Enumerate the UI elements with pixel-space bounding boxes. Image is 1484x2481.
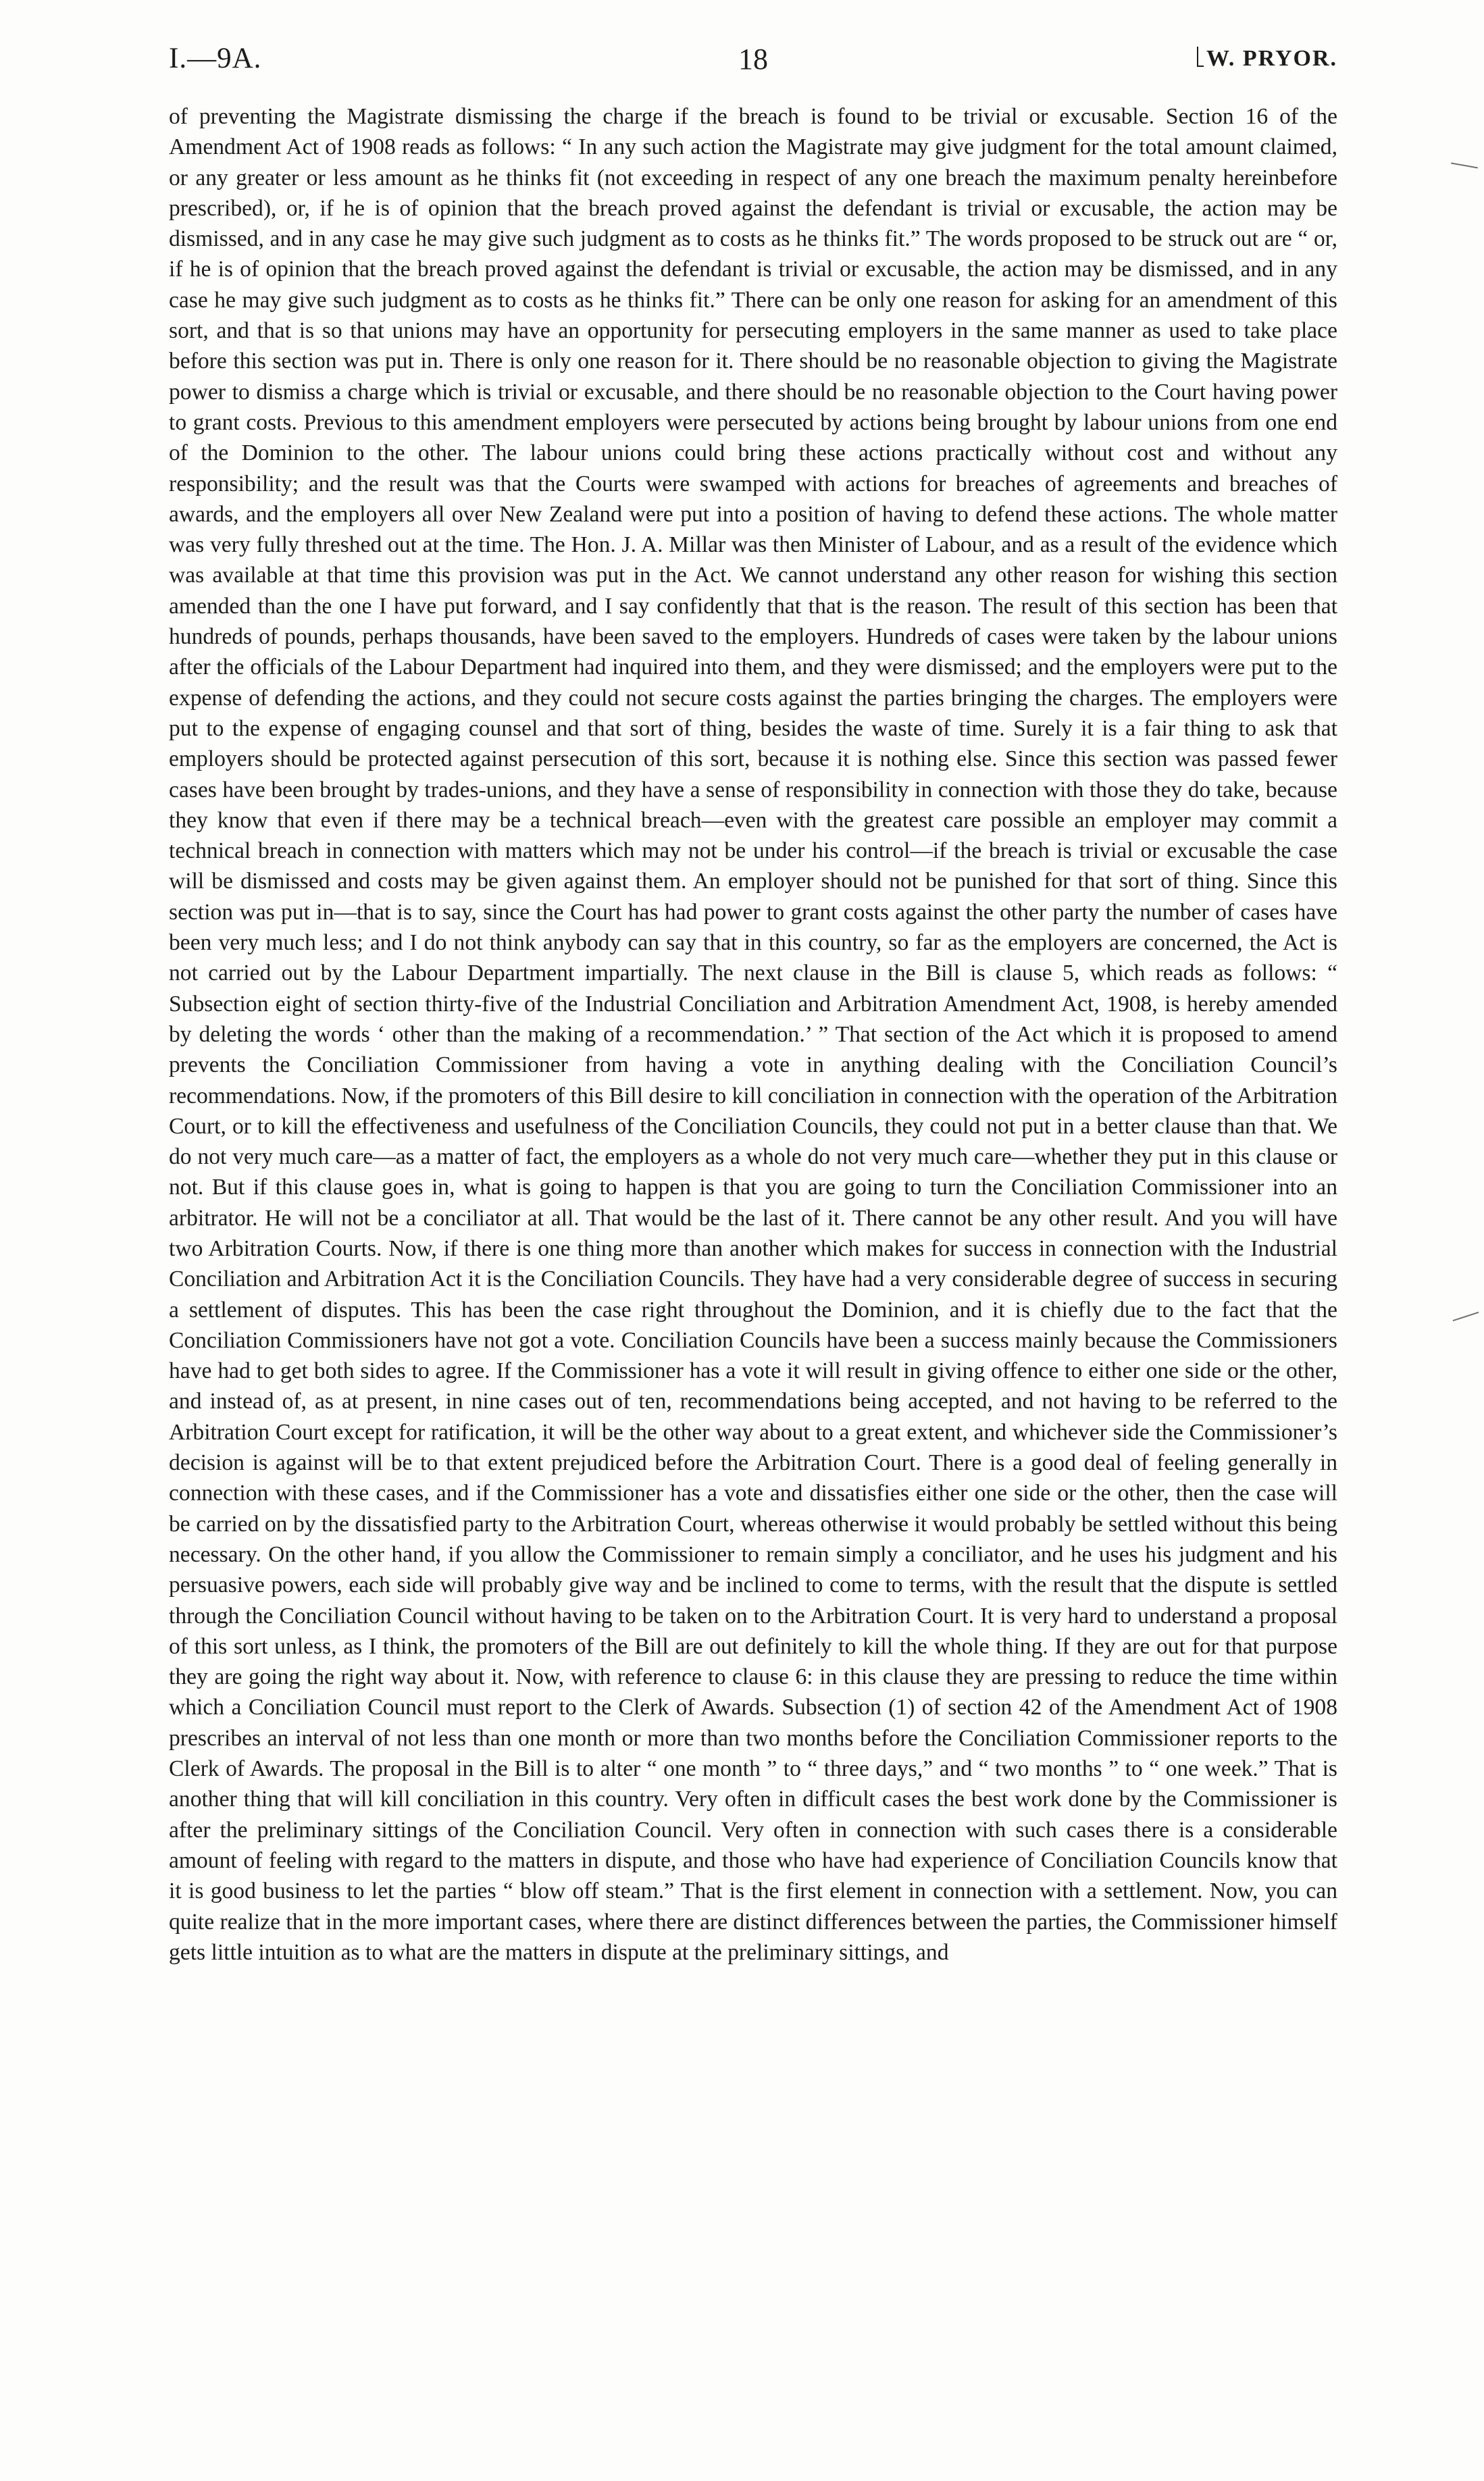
- margin-pencil-mark: [1453, 1312, 1479, 1321]
- bracket-mark: [1197, 47, 1204, 67]
- testimony-paragraph: of preventing the Magistrate dismissing the charge if the breach is found to be trivial or excusable. Section 16 of the Amendment Act of 1908 reads as follows: “ In any such action the Magistrate may give judgment for the total amount claimed, or any greater or less amount as he thinks fit (not exceeding in respect of any one breach the maximum penalty hereinbefore prescribed), or, if he is of opinion that the breach proved against the defendant is trivial or excusable, the action may be dismissed, and in any case he may give such judgment as to costs as he thinks fit.” The words proposed to be struck out are “ or, if he is of opinion that the breach proved against the defendant is trivial or excusable, the action may be dismissed, and in any case he may give such judgment as to costs as he thinks fit.” There can be only one reason for asking for an amendment of this sort, and that is so that unions may have an opportunity for persecuting employers in the same manner as used to take place before this section was put in. There is only one reason for it. There should be no reasonable objection to giving the Magistrate power to dismiss a charge which is trivial or excusable, and there should be no reasonable objection to the Court having power to grant costs. Previous to this amendment employers were persecuted by actions being brought by labour unions from one end of the Dominion to the other. The labour unions could bring these actions practically without cost and without any responsibility; and the result was that the Courts were swamped with actions for breaches of agreements and breaches of awards, and the employers all over New Zealand were put into a position of having to defend these actions. The whole matter was very fully threshed out at the time. The Hon. J. A. Millar was then Minister of Labour, and as a result of the evidence which was available at that time this provision was put in the Act. We cannot understand any other reason for wishing this section amended than the one I have put forward, and I say confidently that that is the reason. The result of this section has been that hundreds of pounds, perhaps thousands, have been saved to the employers. Hundreds of cases were taken by the labour unions after the officials of the Labour Department had inquired into them, and they were dismissed; and the employers were put to the expense of defending the actions, and they could not secure costs against the parties bringing the charges. The employers were put to the expense of engaging counsel and that sort of thing, besides the waste of time. Surely it is a fair thing to ask that employers should be protected against persecution of this sort, because it is nothing else. Since this section was passed fewer cases have been brought by trades-unions, and they have a sense of responsibility in connection with those they do take, because they know that even if there may be a technical breach—even with the greatest care possible an employer may commit a technical breach in connection with matters which may not be under his control—if the breach is trivial or excusable the case will be dismissed and costs may be given against them. An employer should not be punished for that sort of thing. Since this section was put in—that is to say, since the Court has had power to grant costs against the other party the number of cases have been very much less; and I do not think anybody can say that in this country, so far as the employers are concerned, the Act is not carried out by the Labour Department impartially. The next clause in the Bill is clause 5, which reads as follows: “ Subsection eight of section thirty-five of the Industrial Conciliation and Arbitration Amendment Act, 1908, is hereby amended by deleting the words ‘ other than the making of a recommendation.’ ” That section of the Act which it is proposed to amend prevents the Conciliation Commissioner from having a vote in anything dealing with the Conciliation Council’s recommendations. Now, if the promoters of this Bill desire to kill conciliation in connection with the operation of the Arbitration Court, or to kill the effectiveness and usefulness of the Conciliation Councils, they could not put in a better clause than that. We do not very much care—as a matter of fact, the employers as a whole do not very much care—whether they put in this clause or not. But if this clause goes in, what is going to happen is that you are going to turn the Conciliation Commissioner into an arbitrator. He will not be a conciliator at all. That would be the last of it. There cannot be any other result. And you will have two Arbitration Courts. Now, if there is one thing more than another which makes for success in connection with the Industrial Conciliation and Arbitration Act it is the Conciliation Councils. They have had a very considerable degree of success in securing a settlement of disputes. This has been the case right throughout the Dominion, and it is chiefly due to the fact that the Conciliation Commissioners have not got a vote. Conciliation Councils have been a success mainly because the Commissioners have had to get both sides to agree. If the Commissioner has a vote it will result in giving offence to either one side or the other, and instead of, as at present, in nine cases out of ten, recommendations being accepted, and not having to be referred to the Arbitration Court except for ratification, it will be the other way about to a great extent, and whichever side the Commissioner’s decision is against will be to that extent prejudiced before the Arbitration Court. There is a good deal of feeling generally in connection with these cases, and if the Commissioner has a vote and dissatisfies either one side or the other, then the case will be carried on by the dissatisfied party to the Arbitration Court, whereas otherwise it would probably be settled without this being necessary. On the other hand, if you allow the Commissioner to remain simply a conciliator, and he uses his judgment and his persuasive powers, each side will probably give way and be inclined to come to terms, with the result that the dispute is settled through the Conciliation Council without having to be taken on to the Arbitration Court. It is very hard to understand a proposal of this sort unless, as I think, the promoters of the Bill are out definitely to kill the whole thing. If they are out for that purpose they are going the right way about it. Now, with reference to clause 6: in this clause they are pressing to reduce the time within which a Conciliation Council must report to the Clerk of Awards. Subsection (1) of section 42 of the Amendment Act of 1908 prescribes an interval of not less than one month or more than two months before the Conciliation Commissioner reports to the Clerk of Awards. The proposal in the Bill is to alter “ one month ” to “ three days,” and “ two months ” to “ one week.” That is another thing that will kill conciliation in this country. Very often in difficult cases the best work done by the Commissioner is after the preliminary sittings of the Conciliation Council. Very often in connection with such cases there is a considerable amount of feeling with regard to the matters in dispute, and those who have had experience of Conciliation Councils know that it is good business to let the parties “ blow off steam.” That is the first element in connection with a settlement. Now, you can quite realize that in the more important cases, where there are distinct differences between the parties, the Commissioner himself gets little intuition as to what are the matters in dispute at the preliminary sittings, and: [169, 104, 1337, 1965]
- speaker-name: [1197, 46, 1337, 72]
- page-header: [169, 42, 1337, 82]
- parliamentary-paper-reference: I.—9A.: [169, 43, 262, 74]
- speaker-label: W. PRYOR.: [1206, 46, 1337, 71]
- margin-pencil-mark: [1451, 163, 1478, 169]
- page-number: 18: [738, 43, 768, 76]
